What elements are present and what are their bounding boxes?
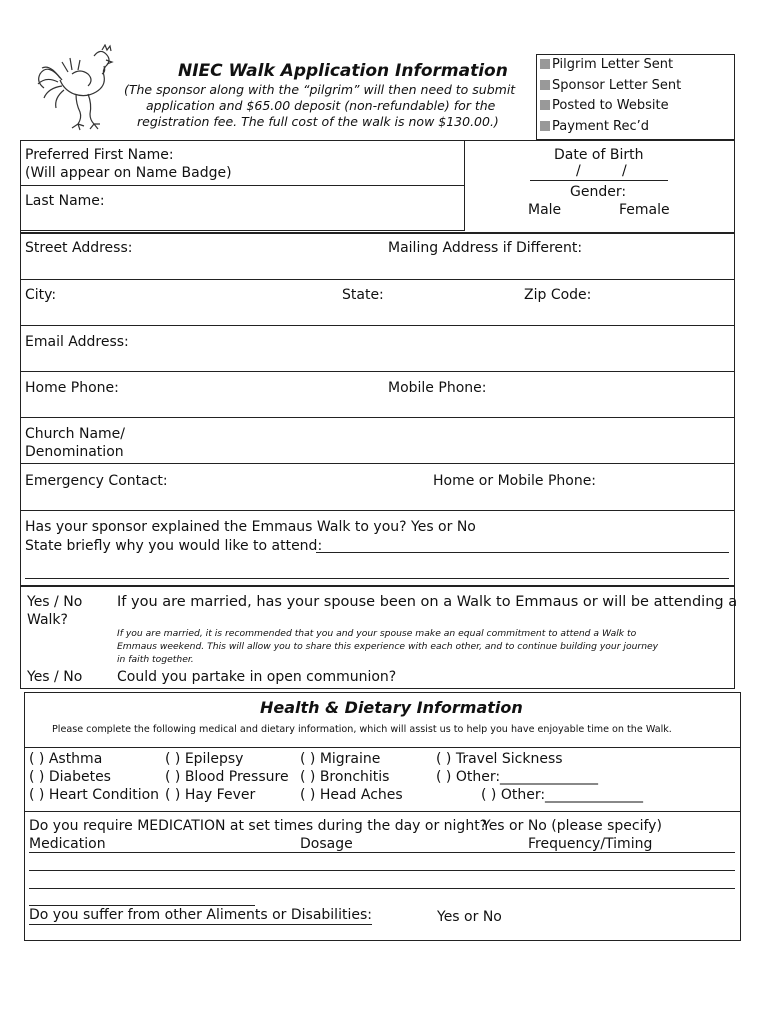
condition-diabetes[interactable]: ( ) Diabetes xyxy=(29,769,111,785)
preferred-name-label-1: Preferred First Name: xyxy=(25,147,174,163)
attend-reason-label: State briefly why you would like to attend: xyxy=(25,538,323,554)
gender-label: Gender: xyxy=(570,184,627,200)
condition-other-2[interactable]: ( ) Other:______________ xyxy=(481,787,644,803)
medication-line-3[interactable] xyxy=(29,888,735,889)
preferred-name-label-2: (Will appear on Name Badge) xyxy=(25,165,232,181)
medication-line-2[interactable] xyxy=(29,870,735,871)
condition-other-1[interactable]: ( ) Other:______________ xyxy=(436,769,599,785)
frequency-col-header: Frequency/Timing xyxy=(528,836,653,852)
married-note-1: If you are married, it is recommended that you and your spouse make an equal commitment to attend a Walk to xyxy=(117,628,637,639)
married-note-3: in faith together. xyxy=(117,654,194,665)
subtitle-line-2: application and $65.00 deposit (non-refundable) for the xyxy=(146,98,496,113)
mailing-label: Mailing Address if Different: xyxy=(388,240,583,256)
attend-reason-line-1[interactable] xyxy=(316,552,729,553)
checkbox-icon xyxy=(540,100,550,110)
dob-slash-1: / xyxy=(576,163,581,179)
ailments-yes-no[interactable]: Yes or No xyxy=(437,909,502,925)
home-phone-label: Home Phone: xyxy=(25,380,119,396)
gender-male-option[interactable]: Male xyxy=(528,202,562,218)
married-question: If you are married, has your spouse been on a Walk to Emmaus or will be attending a xyxy=(117,594,738,610)
medication-yes-no[interactable]: Yes or No (please specify) xyxy=(482,818,662,834)
condition-blood-pressure[interactable]: ( ) Blood Pressure xyxy=(165,769,289,785)
medication-col-header: Medication xyxy=(29,836,106,852)
medication-question: Do you require MEDICATION at set times during the day or night? xyxy=(29,818,488,834)
subtitle-line-3: registration fee. The full cost of the walk is now $130.00.) xyxy=(137,114,499,129)
emergency-label: Emergency Contact: xyxy=(25,473,168,489)
married-note-2: Emmaus weekend. This will allow you to share this experience with each other, and to continue building your journey xyxy=(117,641,659,652)
zip-label: Zip Code: xyxy=(524,287,592,303)
health-title: Health & Dietary Information xyxy=(260,698,523,717)
form-title: NIEC Walk Application Information xyxy=(178,61,508,81)
married-yes-no[interactable]: Yes / No xyxy=(27,594,83,610)
condition-epilepsy[interactable]: ( ) Epilepsy xyxy=(165,751,244,767)
dosage-col-header: Dosage xyxy=(300,836,353,852)
checklist-item-posted-website[interactable]: Posted to Website xyxy=(540,97,669,115)
rooster-logo xyxy=(32,44,124,134)
condition-asthma[interactable]: ( ) Asthma xyxy=(29,751,103,767)
ailments-question: Do you suffer from other Aliments or Disabilities: xyxy=(29,907,372,923)
medication-line-1[interactable] xyxy=(29,852,735,853)
church-label-1: Church Name/ xyxy=(25,426,126,442)
checklist-item-pilgrim-letter[interactable]: Pilgrim Letter Sent xyxy=(540,56,673,74)
state-label: State: xyxy=(342,287,384,303)
condition-heart[interactable]: ( ) Heart Condition xyxy=(29,787,160,803)
emergency-phone-label: Home or Mobile Phone: xyxy=(433,473,597,489)
condition-head-aches[interactable]: ( ) Head Aches xyxy=(300,787,403,803)
checkbox-icon xyxy=(540,80,550,90)
dob-slash-2: / xyxy=(622,163,627,179)
dob-field[interactable] xyxy=(530,166,668,181)
married-walk-label: Walk? xyxy=(27,612,68,628)
condition-bronchitis[interactable]: ( ) Bronchitis xyxy=(300,769,390,785)
street-label: Street Address: xyxy=(25,240,133,256)
condition-hay-fever[interactable]: ( ) Hay Fever xyxy=(165,787,256,803)
checklist-item-sponsor-letter[interactable]: Sponsor Letter Sent xyxy=(540,77,681,95)
communion-question: Could you partake in open communion? xyxy=(117,669,397,685)
phone-row[interactable] xyxy=(20,371,735,418)
communion-yes-no[interactable]: Yes / No xyxy=(27,669,83,685)
checklist-item-payment[interactable]: Payment Rec’d xyxy=(540,118,649,136)
church-label-2: Denomination xyxy=(25,444,124,460)
checkbox-icon xyxy=(540,59,550,69)
church-row[interactable] xyxy=(20,417,735,464)
checkbox-icon xyxy=(540,121,550,131)
city-label: City: xyxy=(25,287,57,303)
subtitle-line-1: (The sponsor along with the “pilgrim” will then need to submit xyxy=(124,82,516,97)
sponsor-question: Has your sponsor explained the Emmaus Walk to you? Yes or No xyxy=(25,519,476,535)
last-name-label: Last Name: xyxy=(25,193,105,209)
condition-travel-sickness[interactable]: ( ) Travel Sickness xyxy=(436,751,563,767)
health-intro: Please complete the following medical and dietary information, which will assist us to help you have enjoyable time on the Walk. xyxy=(52,724,672,735)
dob-label: Date of Birth xyxy=(554,147,644,163)
email-label: Email Address: xyxy=(25,334,129,350)
mobile-phone-label: Mobile Phone: xyxy=(388,380,487,396)
medication-line-4[interactable] xyxy=(29,905,255,906)
gender-female-option[interactable]: Female xyxy=(619,202,670,218)
condition-migraine[interactable]: ( ) Migraine xyxy=(300,751,381,767)
attend-reason-line-2[interactable] xyxy=(25,578,729,579)
